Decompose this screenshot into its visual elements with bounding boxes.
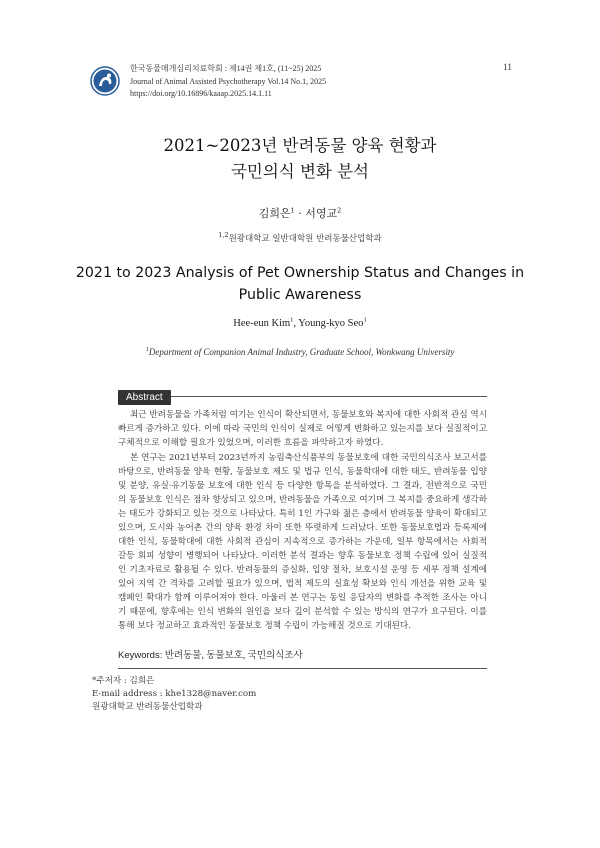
correspondence-note	[92, 675, 256, 714]
keywords-label: Keywords:	[118, 650, 163, 661]
korean-title-line1: 2021~2023년 반려동물 양육 현황과	[163, 136, 437, 155]
keywords-text: 반려동물, 동물보호, 국민의식조사	[164, 651, 303, 661]
author1-en: Hee-eun Kim	[233, 318, 291, 329]
author2-ko-sup: 2	[337, 206, 342, 215]
author1-ko-sup: 1	[290, 206, 295, 215]
abstract-body	[118, 408, 487, 633]
corresponding-author: *주저자 : 김희은	[92, 676, 155, 686]
affiliation-ko-text: 원광대학교 일반대학원 반려동물산업학과	[228, 234, 382, 244]
affiliation-ko-sup: 1,2	[218, 231, 229, 240]
abstract-paragraph-2: 본 연구는 2021년부터 2023년까지 농림축산식품부의 동물보호에 대한 국민의식조사 보고서를 바탕으로, 반려동물 양육 현황, 동물보호 제도 및 법규 인식, 동물학대에 대한 태도, 반려동물 입양 및 분양, 유실·유기동물 보호에 대한 인식 등 다양한 항목을 분석하였다. 그 결과, 전반적으로 국민의 동물보호 인식은 점차 향상되고 있으며, 반려동물을 가족으로 여기며 그 복지를 중요하게 생각하는 태도가 강화되고 있는 것으로 나타났다. 특히 1인 가구와 젊은 층에서 반려동물 양육이 확대되고 있으며, 도시와 농어촌 간의 양육 환경 차이 또한 뚜렷하게 드러났다. 또한 동물보호법과 등록제에 대한 인식, 동물학대에 대한 사회적 관심이 지속적으로 증가하는 가운데, 일부 항목에서는 사회적 갈등 회피 성향이 병행되어 나타났다. 이러한 분석 결과는 향후 동물보호 정책 수립에 있어 실질적인 기초자료로 활용될 수 있다. 반려동물의 증실화, 입양 절차, 보호시설 운영 등 세부 정책 설계에 있어 지역 간 격차를 고려할 필요가 있으며, 법적 제도의 실효성 확보와 인식 개선을 위한 교육 및 캠페인 확대가 함께 이루어져야 한다. 아울러 본 연구는 동일 응답자의 변화를 추적한 조사는 아니기 때문에, 향후에는 인식 변화의 원인을 보다 깊이 분석할 수 있는 방식의 연구가 요구된다. 이를 통해 보다 정교하고 효과적인 동물보호 정책 수립이 가능해질 것으로 기대된다.	[118, 453, 487, 631]
footnote-rule	[118, 668, 487, 669]
affiliation-en-text: Department of Companion Animal Industry, Graduate School, Wonkwang University	[148, 347, 455, 357]
journal-header-english: Journal of Animal Assisted Psychotherapy Vol.14 No.1, 2025	[130, 76, 327, 86]
corresponding-email[interactable]: E-mail address : khe1328@naver.com	[92, 689, 257, 699]
abstract-label: Abstract	[118, 390, 171, 405]
author1-en-sup: 1	[290, 316, 294, 324]
korean-authors	[0, 205, 600, 221]
affiliation-en-sup: 1	[145, 346, 149, 353]
author-separator-ko: ·	[294, 207, 306, 220]
english-title-line1: 2021 to 2023 Analysis of Pet Ownership Status and Changes in	[75, 265, 525, 281]
korean-title	[0, 133, 600, 185]
english-title	[0, 262, 600, 306]
author2-ko: 서영교	[305, 207, 338, 220]
journal-header	[130, 63, 326, 101]
korean-affiliation	[0, 232, 600, 244]
corresponding-affiliation: 원광대학교 반려동물산업학과	[92, 702, 203, 712]
author2-en-sup: 1	[363, 316, 367, 324]
author2-en: Young-kyo Seo	[298, 318, 364, 329]
keywords	[118, 647, 303, 661]
journal-logo	[90, 66, 120, 96]
english-title-line2: Public Awareness	[238, 287, 362, 303]
journal-header-korean: 한국동물매개심리치료학회 : 제14권 제1호, (11~25) 2025	[130, 64, 322, 73]
abstract-paragraph-1: 최근 반려동물을 가족처럼 여기는 인식이 확산되면서, 동물보호와 복지에 대한 사회적 관심 역시 빠르게 증가하고 있다. 이에 따라 국민의 인식이 실제로 어떻게 변화하고 있는지를 보다 실질적이고 구체적으로 이해할 필요가 있었으며, 이러한 흐름을 파악하고자 하였다.	[118, 410, 487, 448]
korean-title-line2: 국민의식 변화 분석	[230, 162, 369, 181]
english-affiliation	[0, 347, 600, 357]
page-number: 11	[502, 63, 512, 73]
doi-link[interactable]: https://doi.org/10.16896/kaaap.2025.14.1.11	[130, 89, 272, 98]
author1-ko: 김희은	[258, 207, 291, 220]
abstract-top-rule	[118, 396, 487, 397]
english-authors	[0, 318, 600, 329]
author-separator-en: ,	[293, 318, 299, 329]
